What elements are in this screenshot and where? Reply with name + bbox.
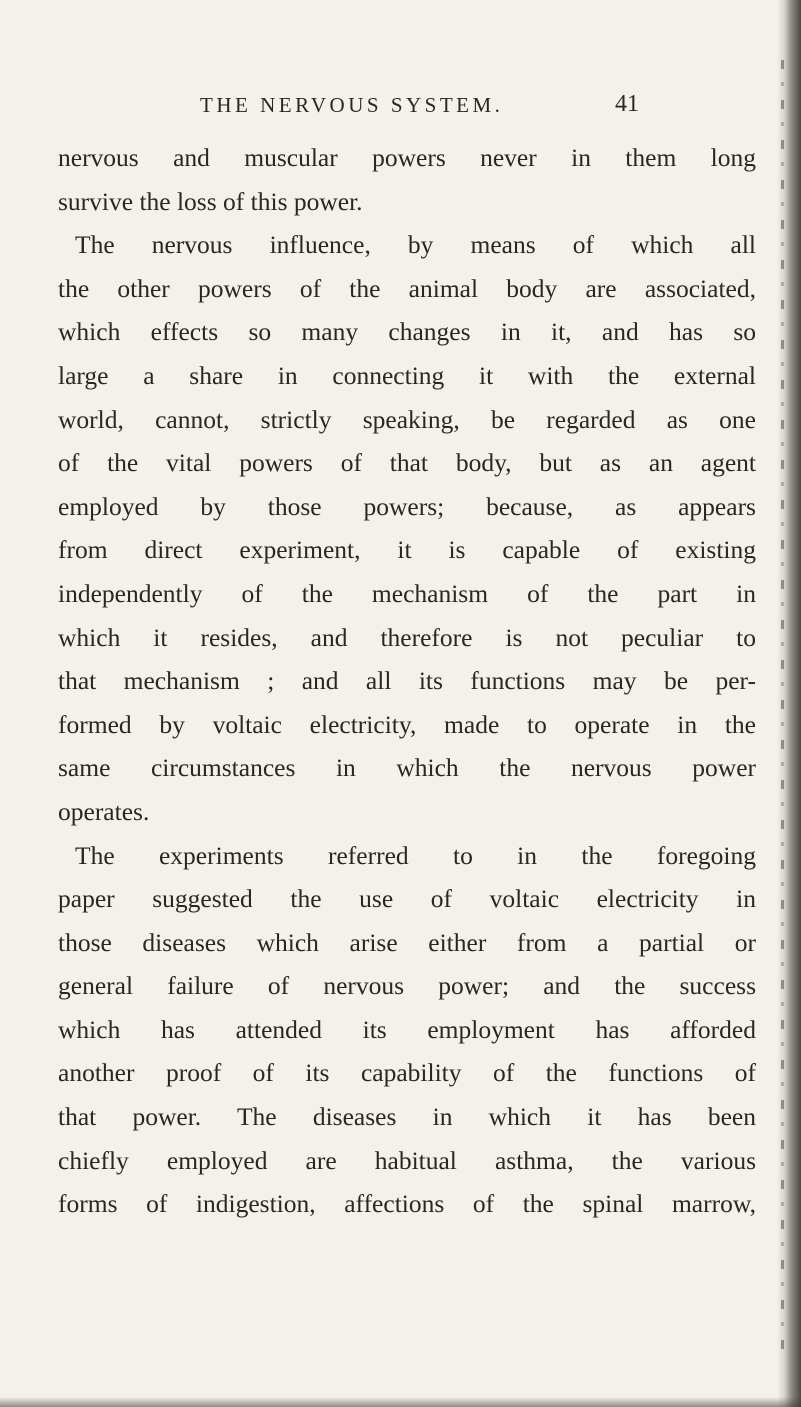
text-line: The experiments referred to in the foregoing <box>75 840 756 870</box>
text-line: from direct experiment, it is capable of existing <box>58 535 756 565</box>
text-line: nervous and muscular powers never in them long <box>58 143 756 172</box>
text-line: chiefly employed are habitual asthma, the various <box>58 1145 756 1175</box>
text-line: operates. <box>58 796 150 826</box>
text-line: same circumstances in which the nervous power <box>58 753 756 783</box>
text-line: which effects so many changes in it, and has so <box>58 317 756 347</box>
text-line: formed by voltaic electricity, made to operate in the <box>58 709 756 739</box>
page-bottom-shadow <box>0 1397 801 1407</box>
text-line: independently of the mechanism of the part in <box>58 578 756 608</box>
running-head: THE NERVOUS SYSTEM. <box>200 93 504 117</box>
text-line: large a share in connecting it with the external <box>58 360 756 390</box>
text-line: employed by those powers; because, as appears <box>58 491 756 521</box>
text-line: The nervous influence, by means of which all <box>75 230 756 260</box>
body-text <box>58 136 756 1226</box>
text-line: survive the loss of this power. <box>58 186 363 216</box>
text-line: that power. The diseases in which it has been <box>58 1102 756 1132</box>
page-number: 41 <box>615 91 639 117</box>
text-line: another proof of its capability of the functions of <box>58 1058 756 1088</box>
text-line: that mechanism ; and all its functions may be per- <box>58 666 756 696</box>
text-line: paper suggested the use of voltaic electricity in <box>58 884 756 914</box>
text-line: world, cannot, strictly speaking, be regarded as one <box>58 404 756 434</box>
text-line: which has attended its employment has afforded <box>58 1014 756 1044</box>
text-line: those diseases which arise either from a partial or <box>58 927 756 957</box>
text-line: the other powers of the animal body are associated, <box>58 273 756 303</box>
text-line: of the vital powers of that body, but as an agent <box>58 448 756 478</box>
page-binding-edge <box>777 0 801 1407</box>
text-line: which it resides, and therefore is not peculiar to <box>58 622 756 652</box>
text-line: forms of indigestion, affections of the spinal marrow, <box>58 1189 756 1219</box>
text-line: general failure of nervous power; and the success <box>58 971 756 1001</box>
